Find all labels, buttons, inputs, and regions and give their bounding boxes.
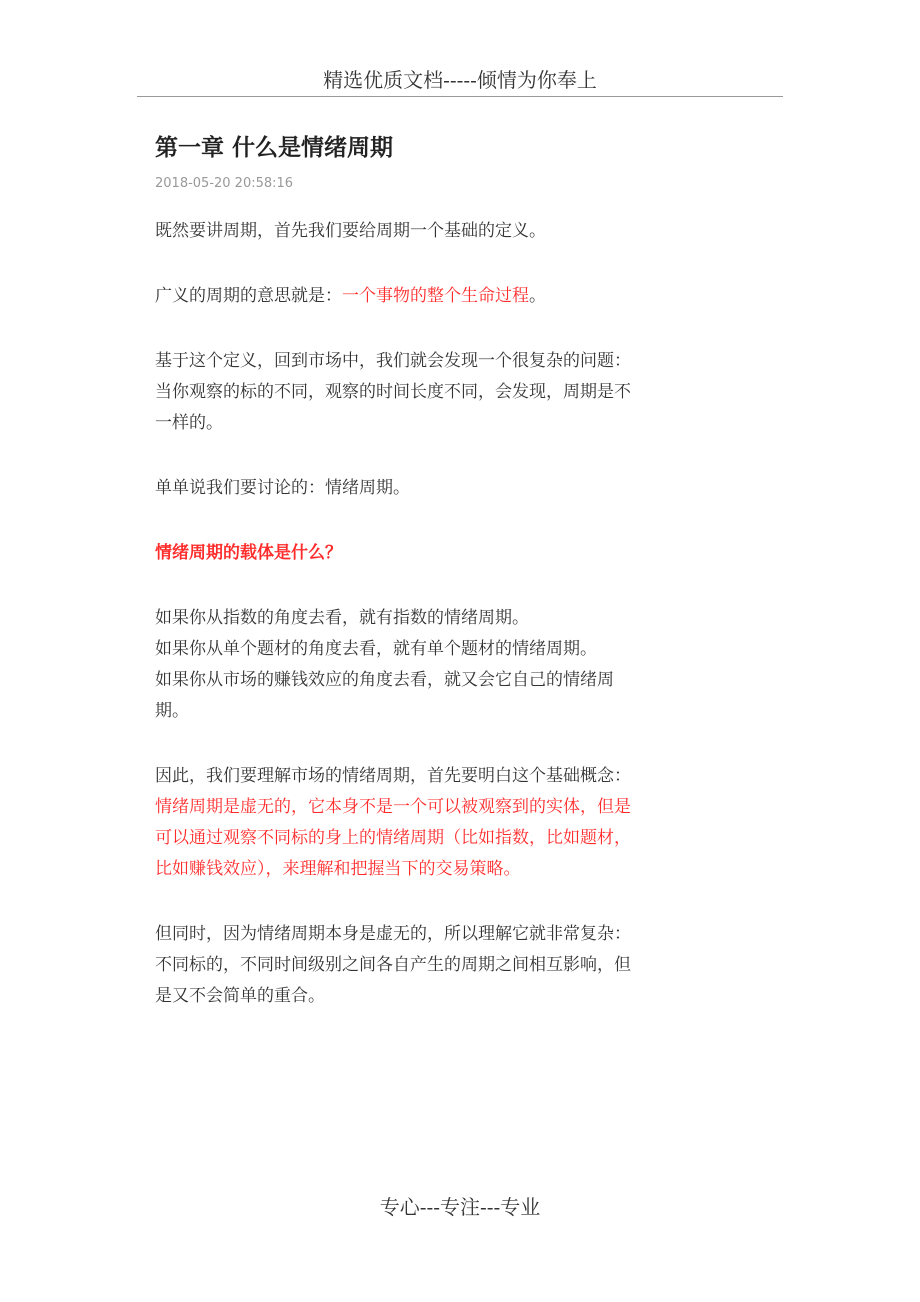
paragraph-complexity <box>155 919 685 1012</box>
text-line: 如果你从单个题材的角度去看，就有单个题材的情绪周期。 <box>155 639 597 659</box>
article <box>155 128 685 1012</box>
text-line: 但同时，因为情绪周期本身是虚无的，所以理解它就非常复杂： <box>155 924 631 944</box>
text-line: 基于这个定义，回到市场中，我们就会发现一个很复杂的问题： <box>155 351 631 371</box>
text-line: 如果你从指数的角度去看，就有指数的情绪周期。 <box>155 608 529 628</box>
definition-lead: 广义的周期的意思就是： <box>155 286 342 306</box>
definition-highlight: 一个事物的整个生命过程 <box>342 286 529 306</box>
paragraph-definition-intro: 既然要讲周期，首先我们要给周期一个基础的定义。 <box>155 221 546 241</box>
concept-highlight-line: 比如赚钱效应），来理解和把握当下的交易策略。 <box>155 859 521 879</box>
paragraph-carriers <box>155 603 685 727</box>
text-line: 如果你从市场的赚钱效应的角度去看，就又会它自己的情绪周 <box>155 670 614 690</box>
header-text: 精选优质文档-----倾情为你奉上 <box>323 68 597 92</box>
concept-highlight-line: 可以通过观察不同标的身上的情绪周期（比如指数，比如题材， <box>155 828 631 848</box>
concept-highlight-line: 情绪周期是虚无的，它本身不是一个可以被观察到的实体，但是 <box>155 797 631 817</box>
paragraph-market-complexity <box>155 346 685 439</box>
paragraph-definition <box>155 281 685 312</box>
paragraph-topic: 单单说我们要讨论的：情绪周期。 <box>155 478 410 498</box>
paragraph-basic-concept <box>155 761 685 885</box>
text-line: 是又不会简单的重合。 <box>155 986 325 1006</box>
page-header <box>137 66 783 97</box>
page-footer: 专心---专注---专业 <box>379 1195 541 1219</box>
text-line: 一样的。 <box>155 413 223 433</box>
text-line: 期。 <box>155 701 189 721</box>
definition-tail: 。 <box>529 286 546 306</box>
concept-lead: 因此，我们要理解市场的情绪周期，首先要明白这个基础概念： <box>155 766 631 786</box>
text-line: 不同标的，不同时间级别之间各自产生的周期之间相互影响，但 <box>155 955 631 975</box>
article-title: 第一章 什么是情绪周期 <box>155 135 394 161</box>
article-timestamp: 2018-05-20 20:58:16 <box>155 176 294 191</box>
text-line: 当你观察的标的不同，观察的时间长度不同，会发现，周期是不 <box>155 382 631 402</box>
section-subheading: 情绪周期的载体是什么？ <box>155 543 342 563</box>
